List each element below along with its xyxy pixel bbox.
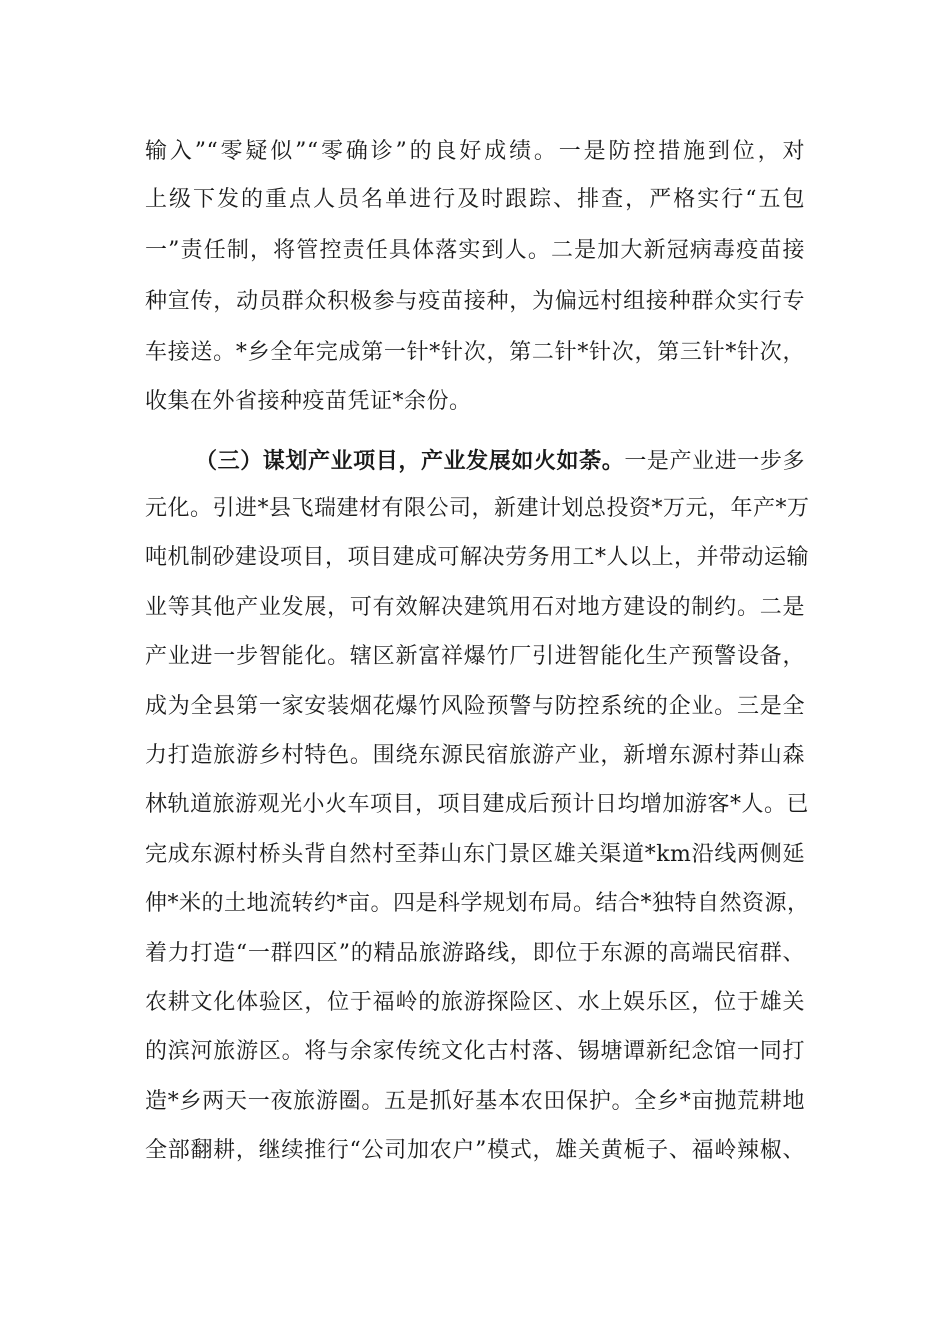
paragraph-line: 输入”“零疑似”“零确诊”的良好成绩。一是防控措施到位，对 [145,139,805,164]
paragraph-line: 吨机制砂建设项目，项目建成可解决劳务用工*人以上，并带动运输 [145,545,810,570]
section-heading-rest: 一是产业进一步多 [624,449,805,474]
paragraph-line: 着力打造“一群四区”的精品旅游路线，即位于东源的高端民宿群、 [145,941,805,966]
paragraph-line: 林轨道旅游观光小火车项目，项目建成后预计日均增加游客*人。已 [145,792,810,817]
paragraph-line: 农耕文化体验区，位于福岭的旅游探险区、水上娱乐区，位于雄关 [145,990,805,1015]
paragraph-line: 完成东源村桥头背自然村至莽山东门景区雄关渠道*km沿线两侧延 [145,842,805,867]
paragraph-line: 种宣传，动员群众积极参与疫苗接种，为偏远村组接种群众实行专 [145,289,805,314]
paragraph-line: 收集在外省接种疫苗凭证*余份。 [145,389,472,414]
paragraph-line: 一”责任制，将管控责任具体落实到人。二是加大新冠病毒疫苗接 [145,238,805,263]
paragraph-line: 伸*米的土地流转约*亩。四是科学规划布局。结合*独特自然资源， [145,891,810,916]
paragraph-line: 力打造旅游乡村特色。围绕东源民宿旅游产业，新增东源村莽山森 [145,743,805,768]
paragraph-line: 上级下发的重点人员名单进行及时跟踪、排查，严格实行“五包 [145,187,805,212]
paragraph-line: 造*乡两天一夜旅游圈。五是抓好基本农田保护。全乡*亩抛荒耕地 [145,1089,805,1114]
section-heading-line [195,446,805,477]
paragraph-line: 全部翻耕，继续推行“公司加农户”模式，雄关黄栀子、福岭辣椒、 [145,1138,805,1163]
paragraph-line: 车接送。*乡全年完成第一针*针次，第二针*针次，第三针*针次， [145,340,805,365]
paragraph-line: 的滨河旅游区。将与余家传统文化古村落、锡塘谭新纪念馆一同打 [145,1039,805,1064]
section-heading: （三）谋划产业项目，产业发展如火如荼。 [195,448,625,474]
paragraph-line: 元化。引进*县飞瑞建材有限公司，新建计划总投资*万元，年产*万 [145,496,810,521]
paragraph-line: 成为全县第一家安装烟花爆竹风险预警与防控系统的企业。三是全 [145,694,805,719]
paragraph-line: 产业进一步智能化。辖区新富祥爆竹厂引进智能化生产预警设备， [145,644,805,669]
paragraph-line: 业等其他产业发展，可有效解决建筑用石对地方建设的制约。二是 [145,595,805,620]
